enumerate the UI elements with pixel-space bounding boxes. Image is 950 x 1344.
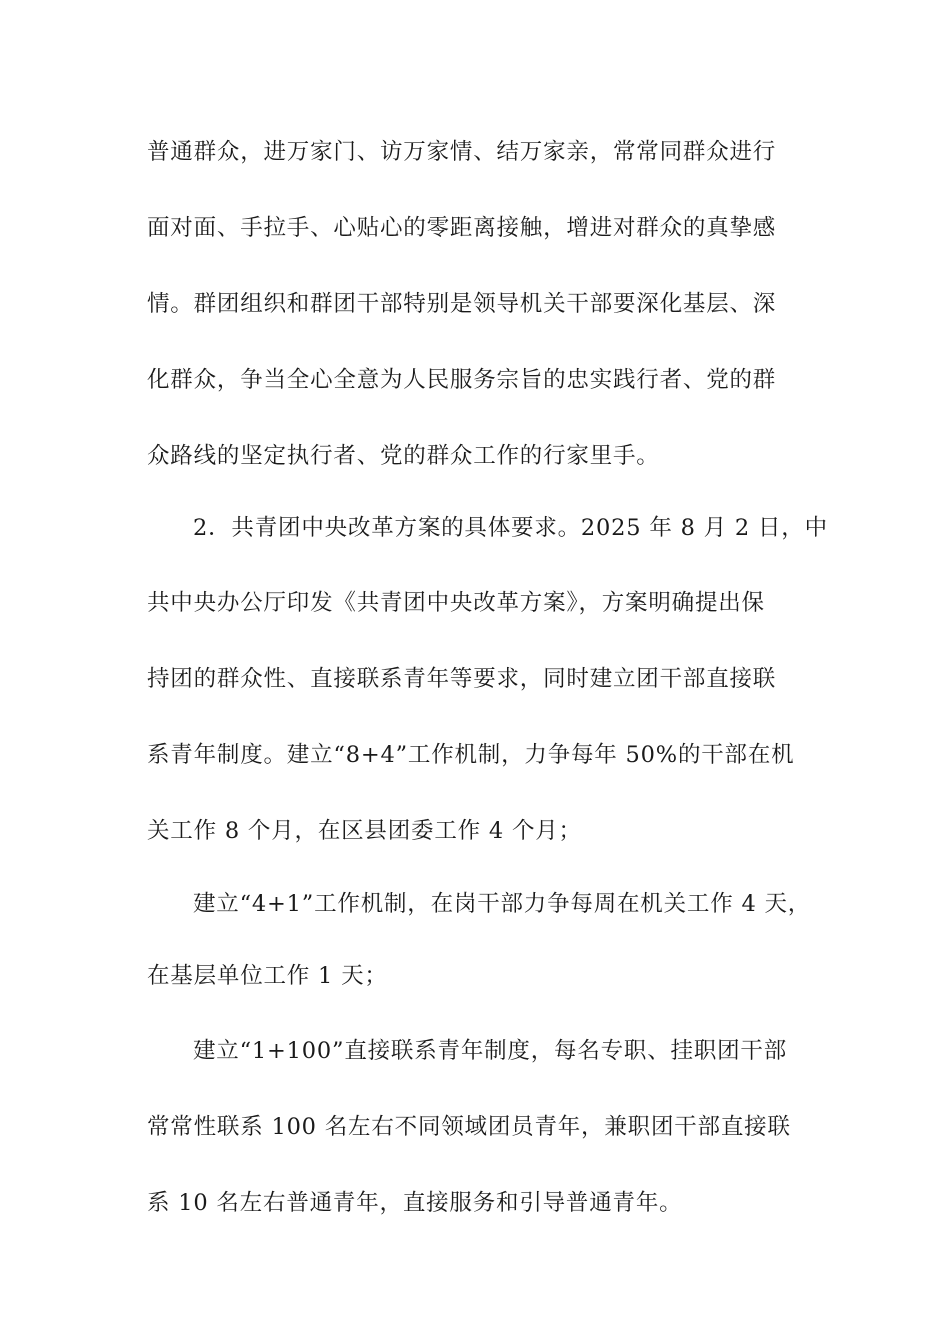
paragraph-line: 系 10 名左右普通青年，直接服务和引导普通青年。 (147, 1190, 683, 1216)
paragraph-line: 共中央办公厅印发《共青团中央改革方案》，方案明确提出保 (147, 590, 765, 616)
paragraph-line: 普通群众，进万家门、访万家情、结万家亲，常常同群众进行 (147, 139, 777, 165)
paragraph-line: 在基层单位工作 1 天； (147, 963, 388, 989)
paragraph-line: 情。群团组织和群团干部特别是领导机关干部要深化基层、深 (147, 291, 777, 317)
paragraph-line: 关工作 8 个月，在区县团委工作 4 个月； (147, 818, 582, 844)
paragraph-line: 持团的群众性、直接联系青年等要求，同时建立团干部直接联 (147, 666, 777, 692)
paragraph-line: 建立“1+100”直接联系青年制度，每名专职、挂职团干部 (193, 1038, 788, 1064)
paragraph-line: 面对面、手拉手、心贴心的零距离接触，增进对群众的真挚感 (147, 215, 777, 241)
paragraph-line: 众路线的坚定执行者、党的群众工作的行家里手。 (147, 443, 660, 469)
paragraph-line: 常常性联系 100 名左右不同领域团员青年，兼职团干部直接联 (147, 1114, 791, 1140)
paragraph-line: 建立“4+1”工作机制，在岗干部力争每周在机关工作 4 天， (193, 891, 812, 917)
paragraph-line-heading: 2．共青团中央改革方案的具体要求。2025 年 8 月 2 日，中 (193, 515, 828, 541)
paragraph-line: 系青年制度。建立“8+4”工作机制，力争每年 50%的干部在机 (147, 742, 795, 768)
paragraph-line: 化群众，争当全心全意为人民服务宗旨的忠实践行者、党的群 (147, 367, 777, 393)
